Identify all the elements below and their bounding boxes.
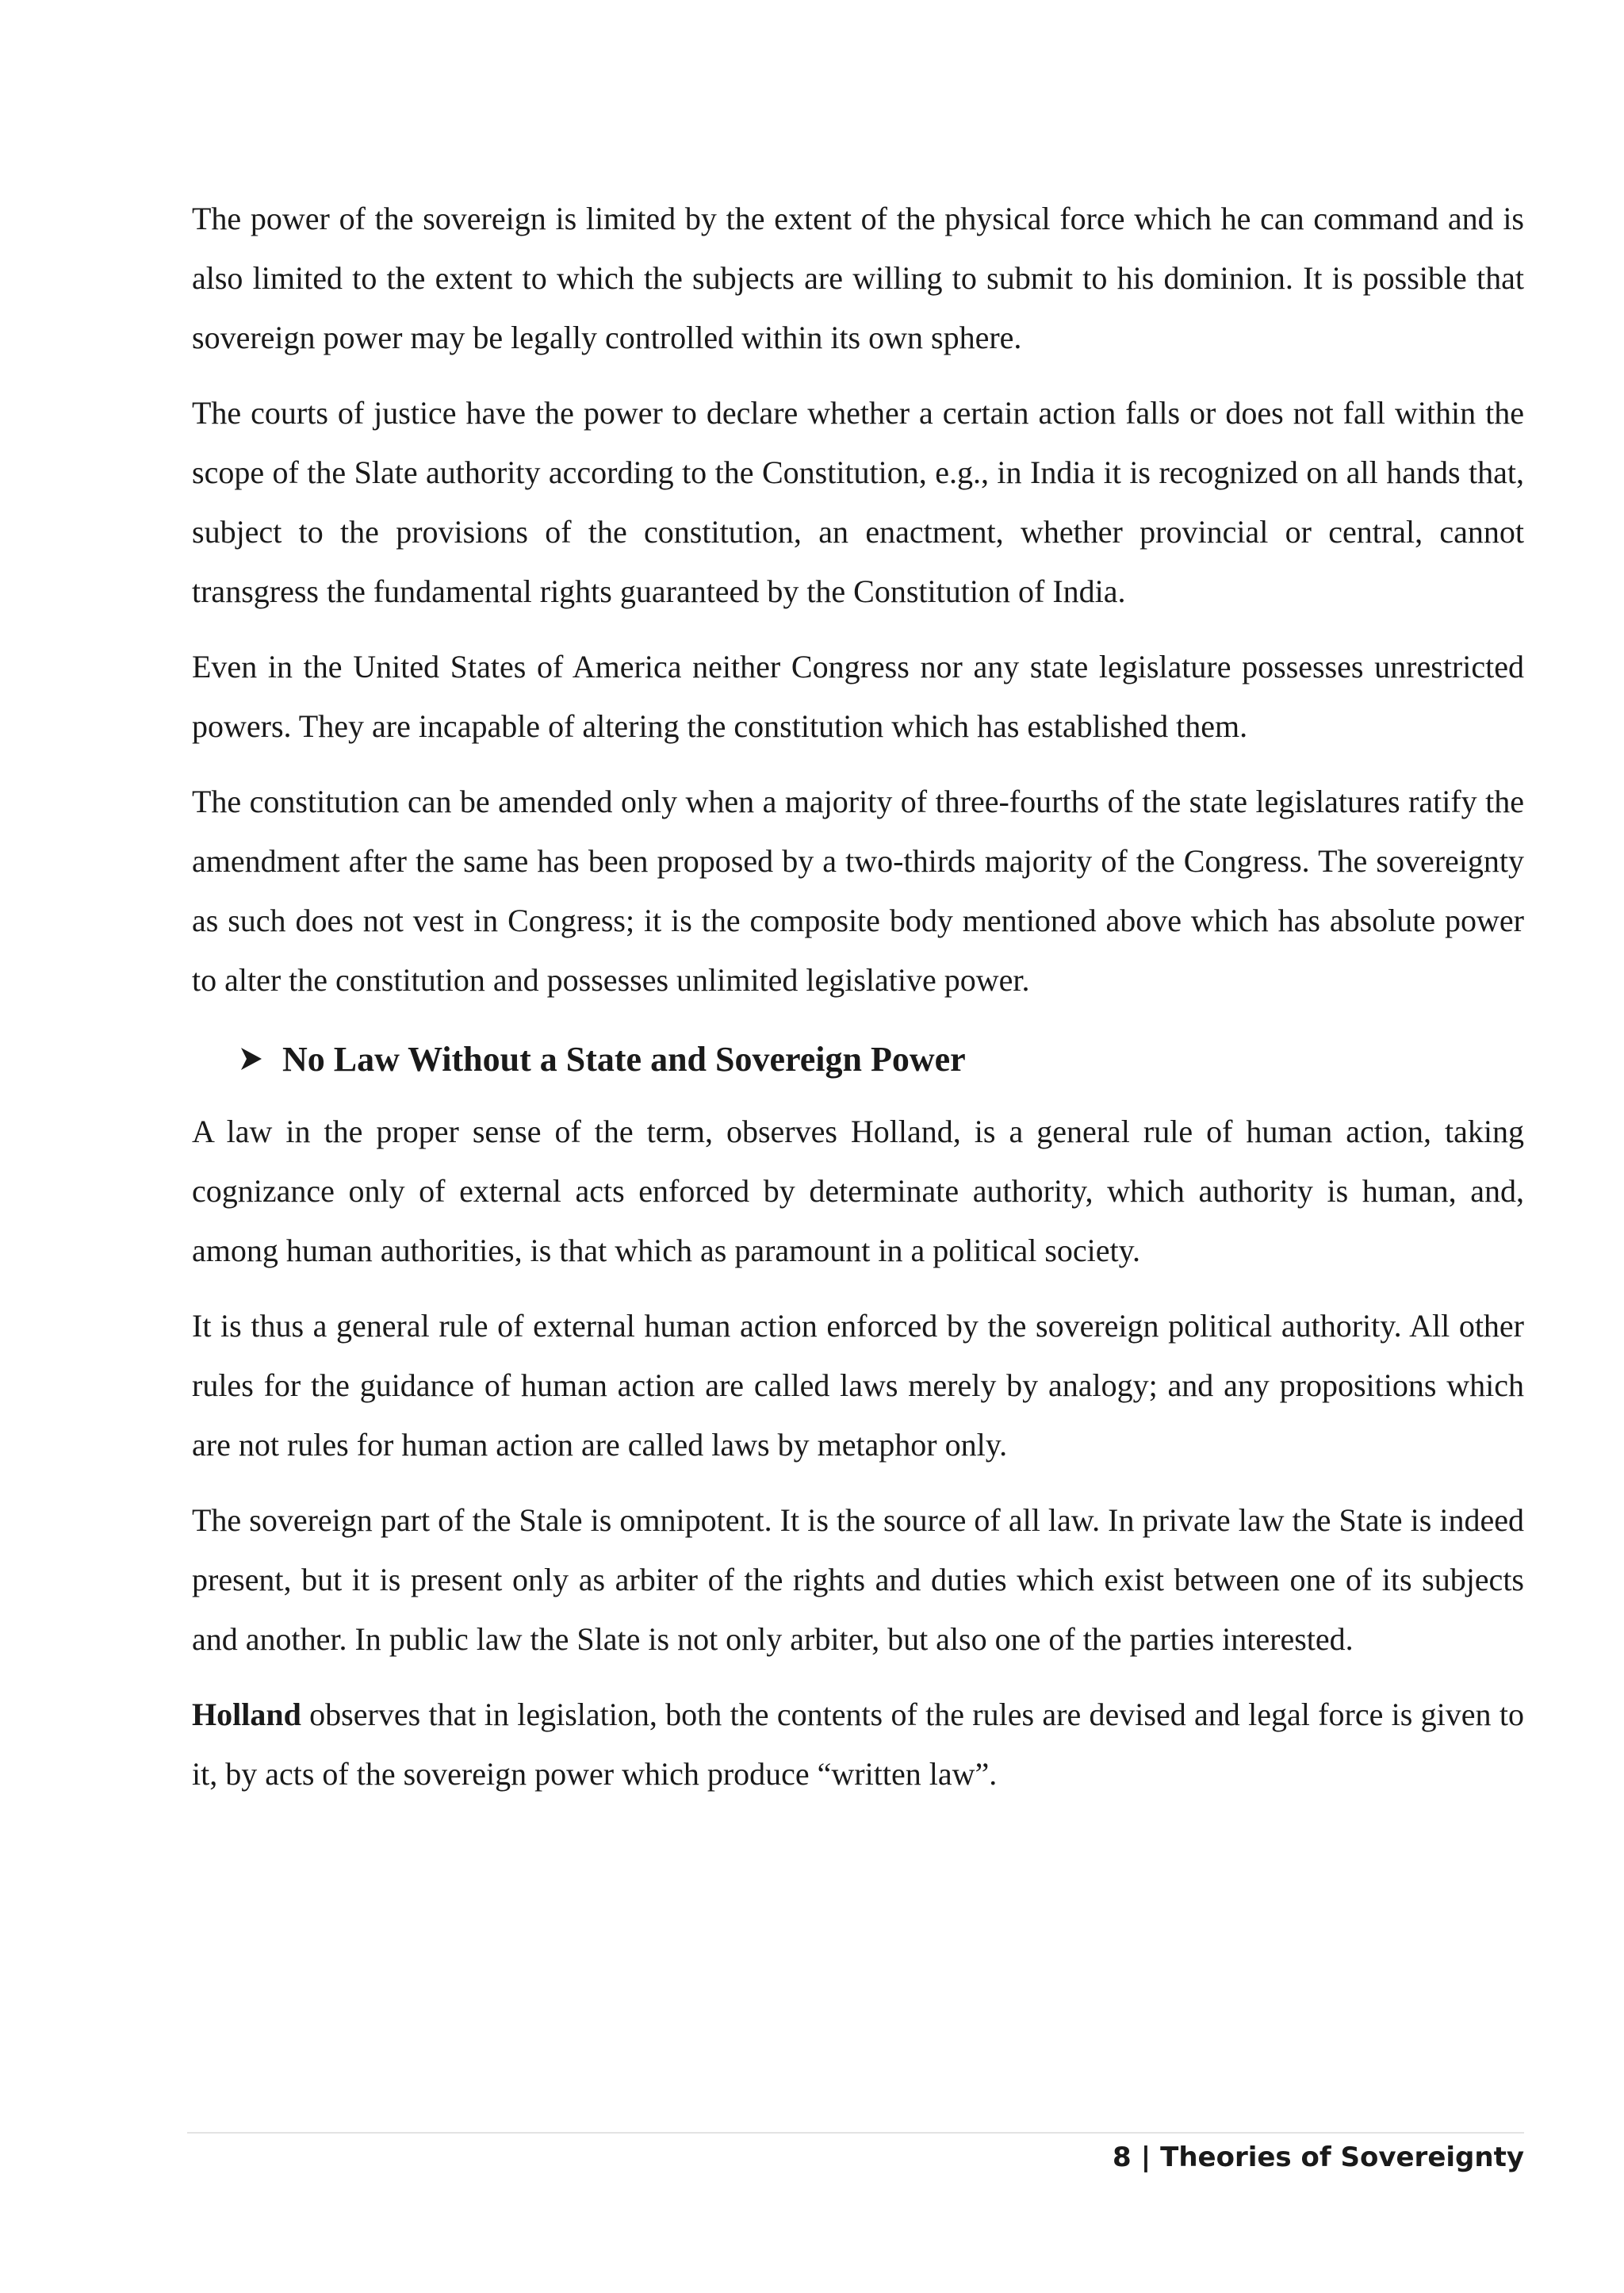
section-heading <box>239 1026 1524 1092</box>
section-heading-text: No Law Without a State and Sovereign Power <box>282 1039 966 1079</box>
paragraph: Even in the United States of America neither Congress nor any state legislature possesses unrestricted powers. They are incapable of altering the constitution which has established them. <box>192 649 1524 744</box>
footer-divider <box>187 2132 1524 2134</box>
paragraph-rest-text: observes that in legislation, both the contents of the rules are devised and legal force is given to it, by acts of the sovereign power which produce “written law”. <box>192 1697 1524 1792</box>
paragraph-holland <box>192 1685 1524 1804</box>
bold-lead-text: Holland <box>192 1697 301 1732</box>
paragraph: The power of the sovereign is limited by the extent of the physical force which he can command and is also limited to the extent to which the subjects are willing to submit to his dominion. It is possible that sovereign power may be legally controlled within its own sphere. <box>192 201 1524 355</box>
page-body <box>192 189 1524 1819</box>
arrow-bullet-icon <box>239 1046 263 1072</box>
paragraph: A law in the proper sense of the term, observes Holland, is a general rule of human action, taking cognizance only of external acts enforced by determinate authority, which authority is human, and, among human authorities, is that which as paramount in a political society. <box>192 1114 1524 1268</box>
footer-separator: | <box>1140 2142 1151 2173</box>
paragraph: The courts of justice have the power to declare whether a certain action falls or does not fall within the scope of the Slate authority according to the Constitution, e.g., in India it is recognized on all hands that, subject to the provisions of the constitution, an enactment, whether provincial or central, cannot transgress the fundamental rights guaranteed by the Constitution of India. <box>192 395 1524 609</box>
page-footer <box>1113 2142 1524 2173</box>
paragraph: The constitution can be amended only when a majority of three-fourths of the state legislatures ratify the amendment after the same has been proposed by a two-thirds majority of the Congress. The sovereignty as such does not vest in Congress; it is the composite body mentioned above which has absolute power to alter the constitution and possesses unlimited legislative power. <box>192 784 1524 998</box>
footer-title: Theories of Sovereignty <box>1160 2142 1524 2173</box>
paragraph: It is thus a general rule of external human action enforced by the sovereign political authority. All other rules for the guidance of human action are called laws merely by analogy; and any propositions which are not rules for human action are called laws by metaphor only. <box>192 1308 1524 1463</box>
page-number: 8 <box>1113 2142 1132 2173</box>
paragraph: The sovereign part of the Stale is omnipotent. It is the source of all law. In private law the State is indeed present, but it is present only as arbiter of the rights and duties which exist between one of its subjects and another. In public law the Slate is not only arbiter, but also one of the parties interested. <box>192 1502 1524 1657</box>
